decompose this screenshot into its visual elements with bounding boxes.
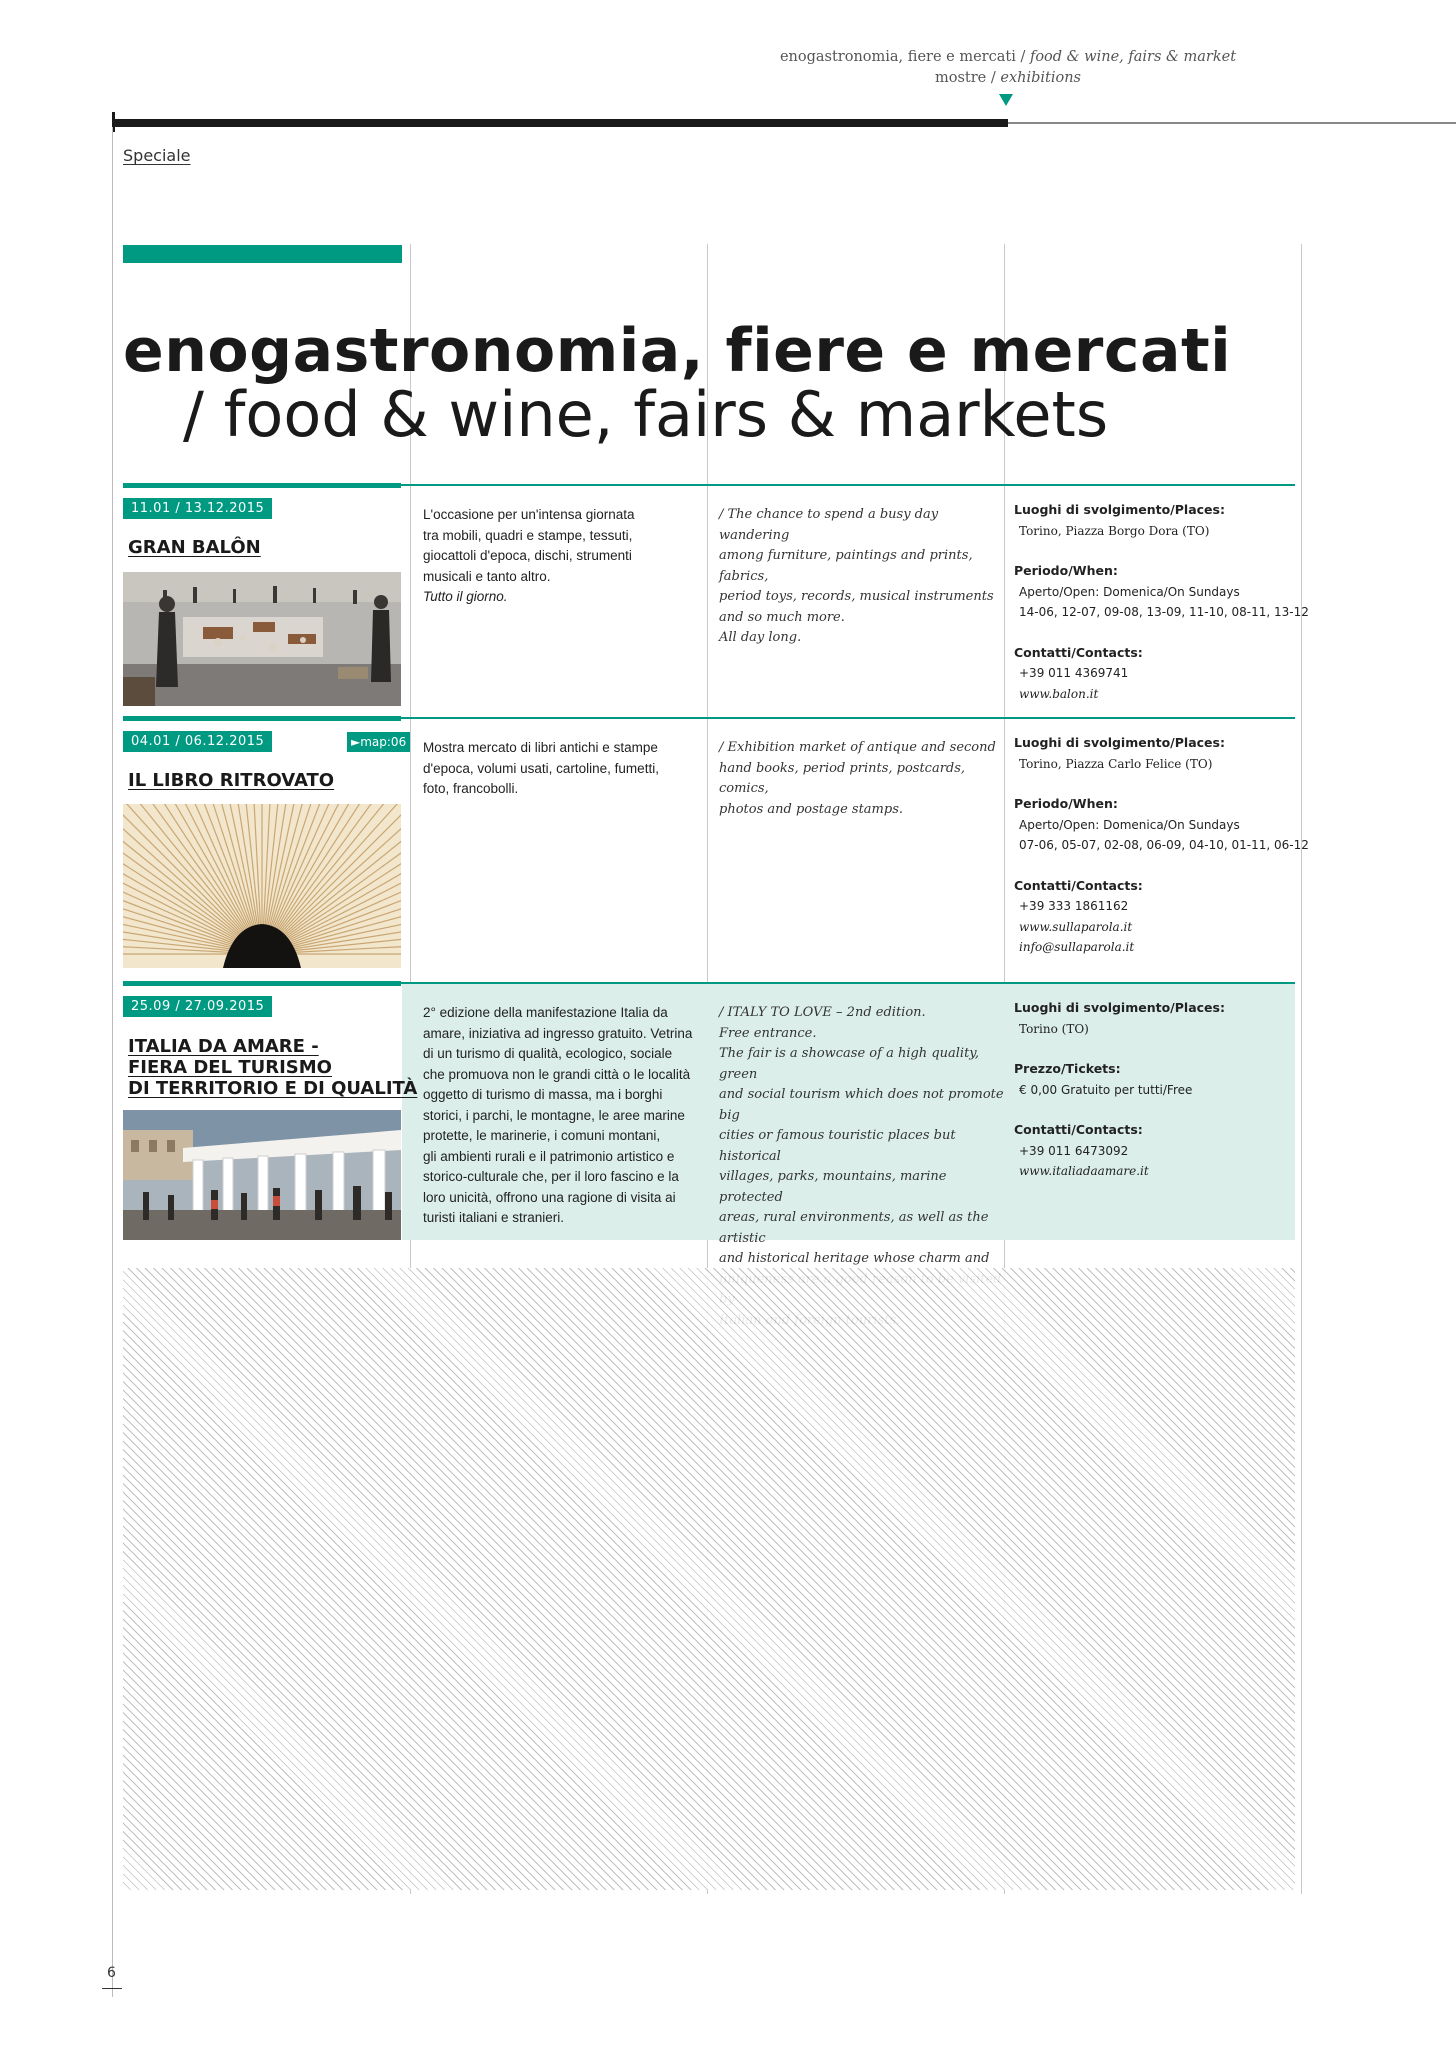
- header-sep-2: /: [986, 70, 1001, 86]
- hatched-empty-area: [123, 1268, 1295, 1890]
- event-description-en: [719, 738, 1004, 820]
- places-label: Luoghi di svolgimento/Places:: [1014, 502, 1225, 517]
- header-it-2: mostre: [934, 70, 987, 86]
- when-value: 07-06, 05-07, 02-08, 06-09, 04-10, 01-11, 06-12: [1019, 838, 1309, 852]
- section-label[interactable]: Speciale: [123, 146, 191, 165]
- places-value: Torino (TO): [1019, 1021, 1089, 1036]
- places-label: Luoghi di svolgimento/Places:: [1014, 735, 1225, 750]
- event-title[interactable]: [128, 537, 261, 558]
- page-number: 6: [107, 1965, 116, 1981]
- desc-it-line: d'epoca, volumi usati, cartoline, fumetti,: [423, 760, 659, 776]
- event-title-line[interactable]: FIERA DEL TURISMO: [128, 1057, 332, 1078]
- desc-en-line: period toys, records, musical instruments: [719, 589, 994, 604]
- desc-en-line: / ITALY TO LOVE – 2nd edition.: [719, 1005, 926, 1020]
- running-header-line2: [728, 70, 1288, 86]
- phone[interactable]: +39 333 1861162: [1019, 899, 1129, 913]
- event-description-it: [423, 1003, 703, 1229]
- website-link[interactable]: www.italiadaamare.it: [1019, 1164, 1149, 1178]
- event-title-line[interactable]: ITALIA DA AMARE -: [128, 1036, 319, 1057]
- event-date-badge: 11.01 / 13.12.2015: [123, 498, 272, 519]
- places-value: Torino, Piazza Borgo Dora (TO): [1019, 523, 1210, 538]
- row-accent: [123, 981, 401, 986]
- phone[interactable]: +39 011 4369741: [1019, 666, 1129, 680]
- header-it-1: enogastronomia, fiere e mercati: [779, 49, 1016, 65]
- desc-it-line: che promuova non le grandi città o le località: [423, 1066, 691, 1082]
- event-title-line[interactable]: IL LIBRO RITROVATO: [128, 770, 335, 791]
- desc-it-line: turisti italiani e stranieri.: [423, 1210, 565, 1225]
- event-date-badge: 25.09 / 27.09.2015: [123, 996, 272, 1017]
- desc-en-line: photos and postage stamps.: [719, 801, 903, 817]
- contacts-label: Contatti/Contacts:: [1014, 877, 1143, 893]
- event-info: [1014, 733, 1314, 958]
- event-photo: [123, 804, 401, 968]
- desc-it-line: Tutto il giorno.: [423, 589, 508, 604]
- desc-it-line: L'occasione per un'intensa giornata: [423, 507, 635, 522]
- desc-it-line: amare, iniziativa ad ingresso gratuito. Vetrina: [423, 1025, 693, 1041]
- running-header-line1: [728, 49, 1288, 65]
- when-label: Periodo/When:: [1014, 563, 1118, 578]
- event-title-line[interactable]: DI TERRITORIO E DI QUALITÀ: [128, 1078, 418, 1099]
- row-accent: [123, 483, 401, 488]
- desc-en-line: cities or famous touristic places but historical: [719, 1128, 956, 1164]
- map-reference-link[interactable]: ►map:06: [347, 732, 410, 752]
- desc-it-line: Mostra mercato di libri antichi e stampe: [423, 740, 658, 755]
- when-value: Aperto/Open: Domenica/On Sundays: [1019, 817, 1240, 832]
- desc-it-line: oggetto di turismo di massa, ma i borghi: [423, 1087, 663, 1102]
- email-link[interactable]: info@sullaparola.it: [1019, 940, 1135, 954]
- desc-it-line: di un turismo di qualità, ecologico, sociale: [423, 1046, 673, 1061]
- desc-it-line: foto, francobolli.: [423, 781, 519, 796]
- event-title-line[interactable]: GRAN BALÔN: [128, 537, 261, 558]
- when-value: Aperto/Open: Domenica/On Sundays: [1019, 584, 1240, 599]
- event-description-it: [423, 738, 703, 800]
- phone[interactable]: +39 011 6473092: [1019, 1143, 1129, 1158]
- page-number-rule: [102, 1988, 122, 1989]
- event-description-en: [719, 505, 1004, 649]
- places-label: Luoghi di svolgimento/Places:: [1014, 1000, 1225, 1015]
- website-link[interactable]: www.balon.it: [1019, 686, 1099, 701]
- tickets-label: Prezzo/Tickets:: [1014, 1061, 1121, 1076]
- page-title: enogastronomia, fiere e mercati: [123, 316, 1232, 386]
- desc-en-line: Free entrance.: [719, 1025, 817, 1041]
- desc-en-line: and historical heritage whose charm and: [719, 1251, 990, 1266]
- places-value: Torino, Piazza Carlo Felice (TO): [1019, 756, 1213, 771]
- contacts-label: Contatti/Contacts:: [1014, 644, 1143, 660]
- desc-en-line: The fair is a showcase of a high quality, green: [719, 1046, 980, 1082]
- header-en-1: food & wine, fairs & market: [1029, 49, 1237, 65]
- desc-en-line: among furniture, paintings and prints, fabrics,: [719, 548, 973, 584]
- desc-it-line: 2° edizione della manifestazione Italia da: [423, 1005, 668, 1020]
- website-link[interactable]: www.sullaparola.it: [1019, 919, 1133, 934]
- desc-en-line: and social tourism which does not promote big: [719, 1087, 1004, 1123]
- desc-en-line: areas, rural environments, as well as the artistic: [719, 1210, 989, 1246]
- header-bar-thin: [1008, 122, 1456, 124]
- event-description-it: [423, 505, 703, 608]
- title-accent-bar: [123, 245, 402, 263]
- page-subtitle: / food & wine, fairs & markets: [183, 378, 1109, 451]
- desc-it-line: tra mobili, quadri e stampe, tessuti,: [423, 527, 633, 543]
- desc-it-line: giocattoli d'epoca, dischi, strumenti: [423, 548, 632, 563]
- desc-en-line: hand books, period prints, postcards, comics,: [719, 760, 966, 796]
- header-progress-bar: [112, 119, 1008, 127]
- desc-en-line: All day long.: [719, 630, 802, 645]
- event-title[interactable]: [128, 770, 334, 791]
- desc-it-line: gli ambienti rurali e il patrimonio artistico e: [423, 1148, 675, 1164]
- desc-it-line: storici, i parchi, le montagne, le aree marine: [423, 1107, 685, 1123]
- event-photo: [123, 1110, 401, 1240]
- header-en-2: exhibitions: [1000, 70, 1081, 86]
- when-label: Periodo/When:: [1014, 796, 1118, 811]
- event-photo: [123, 572, 401, 706]
- event-info: [1014, 998, 1314, 1182]
- contacts-label: Contatti/Contacts:: [1014, 1122, 1143, 1137]
- desc-en-line: / Exhibition market of antique and second: [719, 740, 996, 755]
- header-sep-1: /: [1015, 49, 1030, 65]
- tickets-value: € 0,00 Gratuito per tutti/Free: [1019, 1082, 1193, 1097]
- event-title[interactable]: [128, 1036, 417, 1099]
- desc-en-line: / The chance to spend a busy day wandering: [719, 507, 939, 543]
- event-info: [1014, 500, 1314, 704]
- desc-it-line: loro unicità, offrono una ragione di visita ai: [423, 1189, 676, 1205]
- desc-it-line: musicali e tanto altro.: [423, 568, 551, 584]
- when-value: 14-06, 12-07, 09-08, 13-09, 11-10, 08-11, 13-12: [1019, 605, 1309, 619]
- section-pointer-icon: [999, 94, 1013, 106]
- row-accent: [123, 716, 401, 721]
- desc-en-line: villages, parks, mountains, marine protected: [719, 1169, 947, 1205]
- desc-it-line: storico-culturale che, per il loro fascino e la: [423, 1169, 679, 1184]
- desc-en-line: and so much more.: [719, 609, 845, 625]
- desc-it-line: protette, le marinerie, i comuni montani,: [423, 1128, 661, 1143]
- event-date-badge: 04.01 / 06.12.2015: [123, 731, 272, 752]
- margin-rule: [112, 127, 113, 1997]
